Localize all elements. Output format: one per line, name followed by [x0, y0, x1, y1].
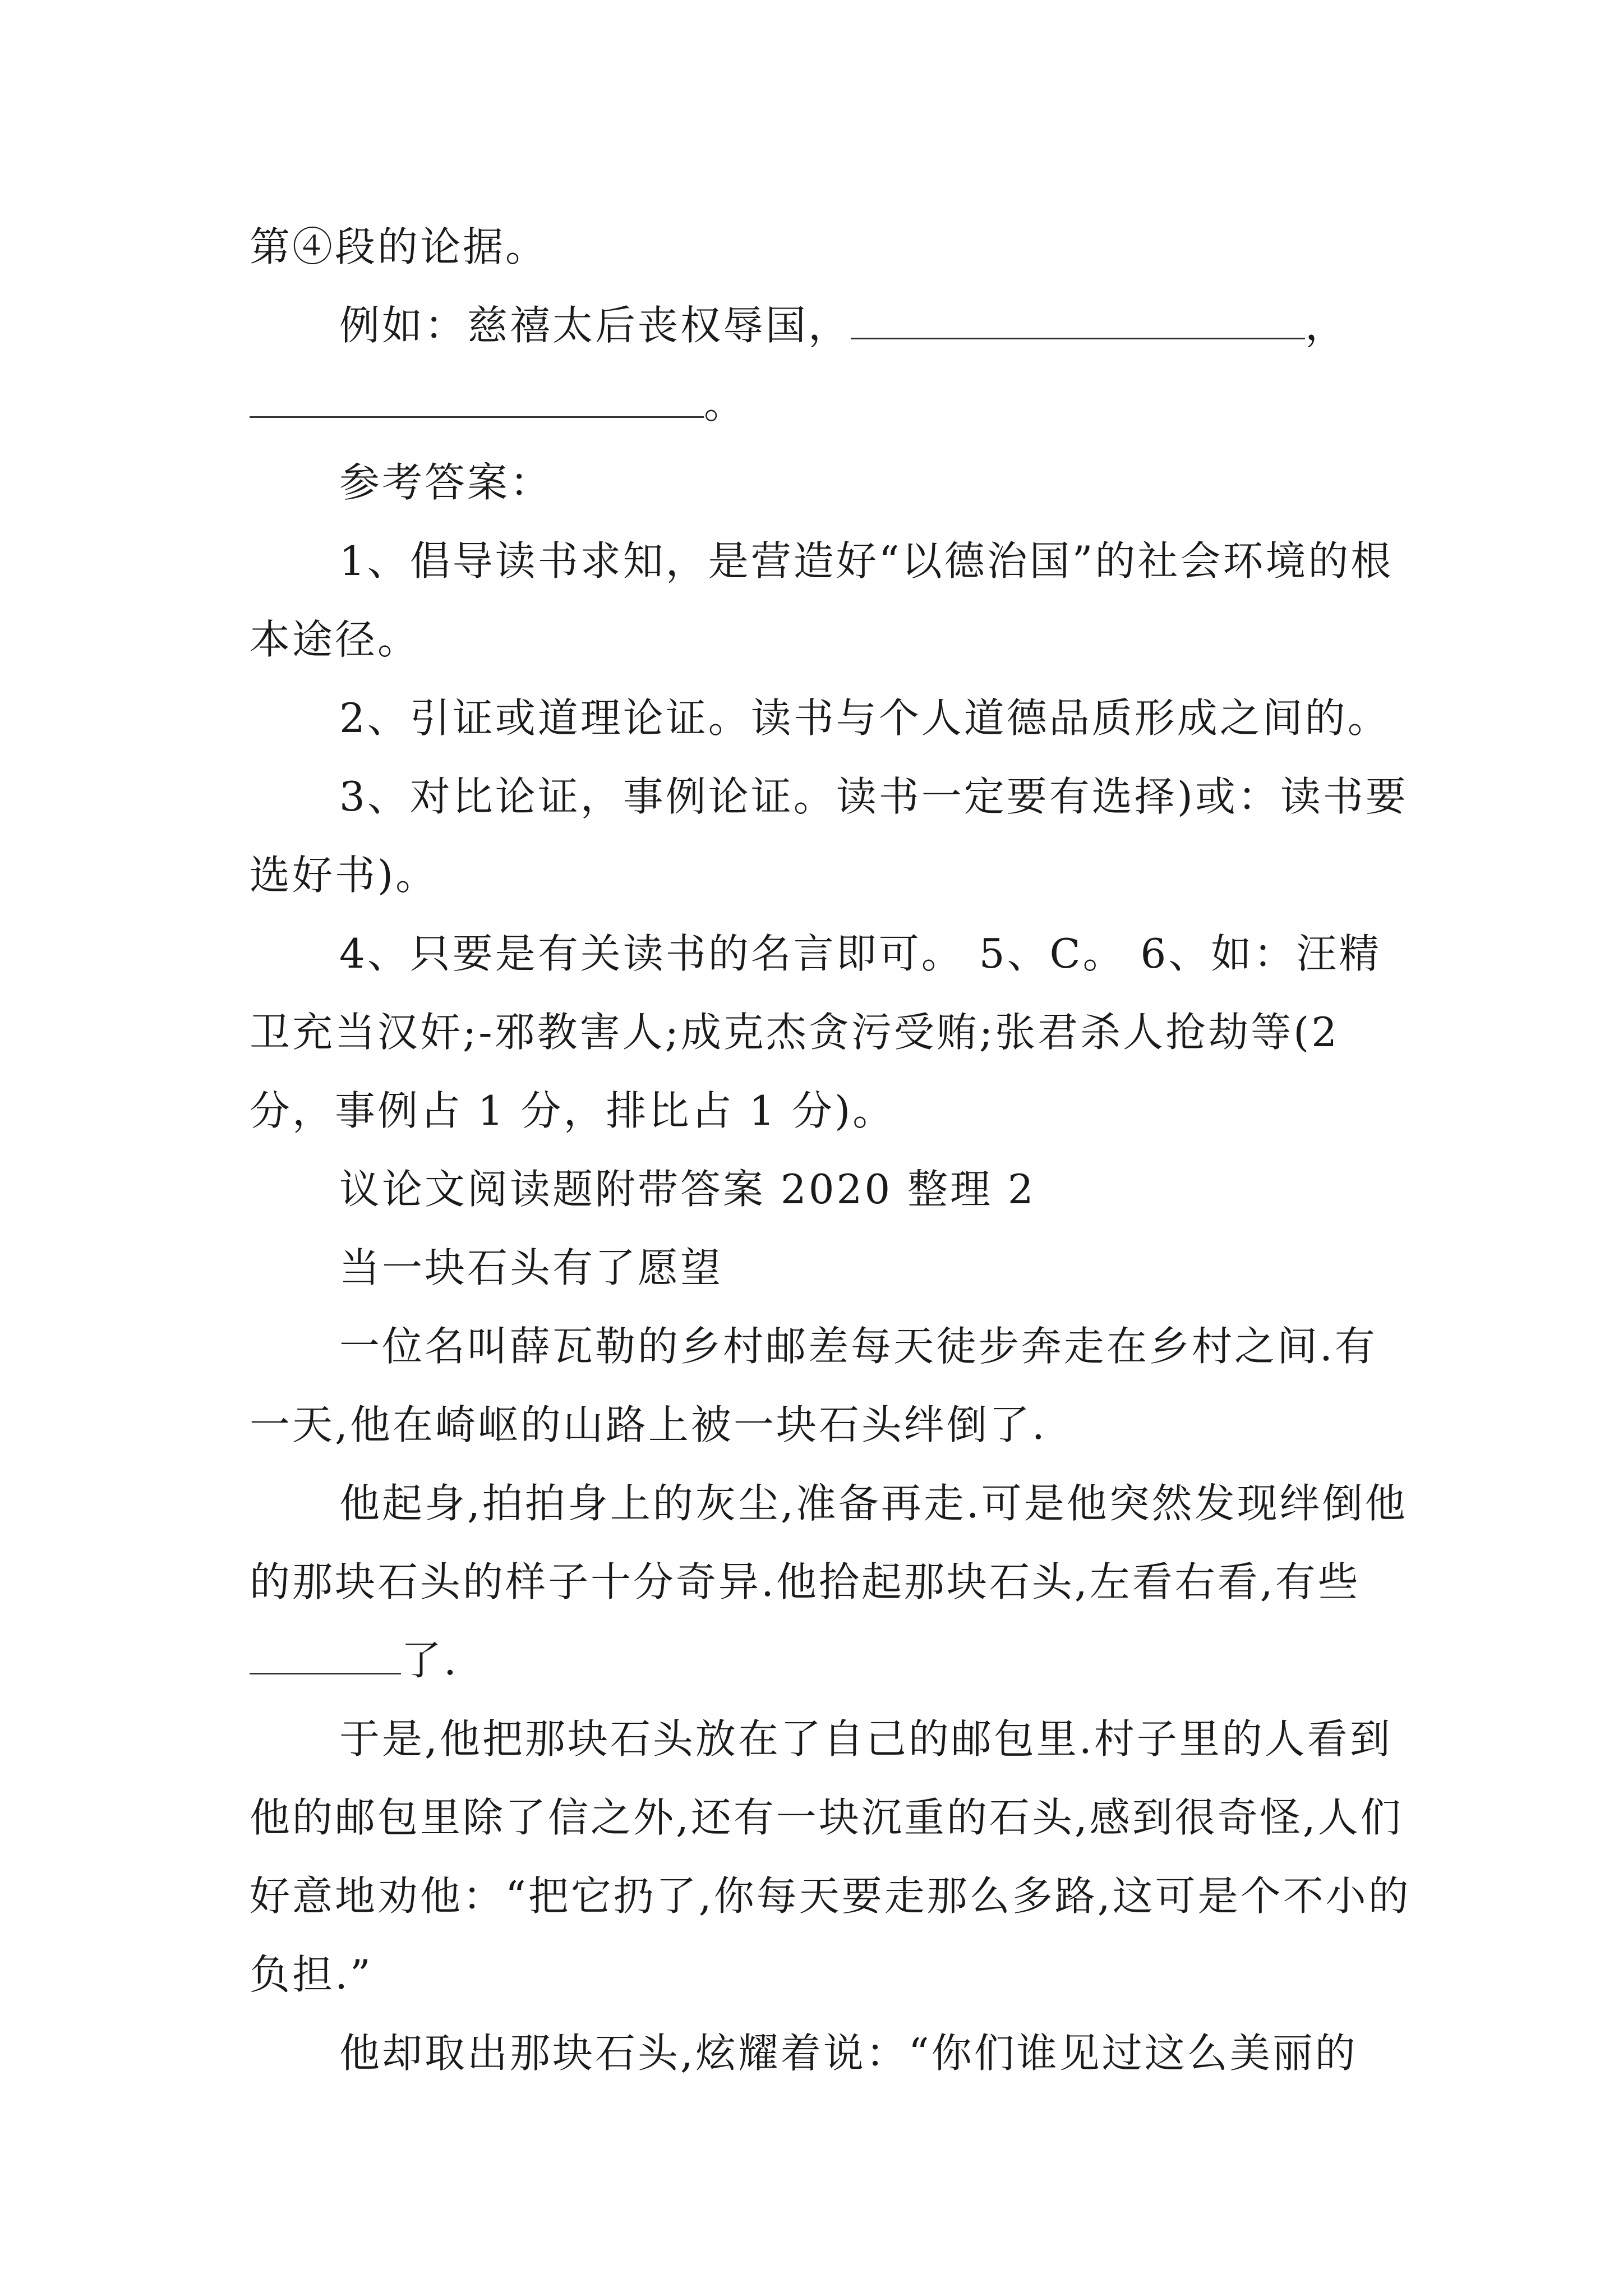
article-title: 当一块石头有了愿望: [339, 1244, 723, 1291]
article-paragraph-2: [250, 1464, 1416, 1700]
fill-blank-1: [851, 297, 1305, 339]
article-paragraph-4: 他却取出那块石头,炫耀着说：“你们谁见过这么美丽的: [339, 2030, 1358, 2077]
document-body: [250, 208, 1416, 2092]
answer-heading: 参考答案：: [339, 459, 553, 506]
article-paragraph-3: 于是,他把那块石头放在了自己的邮包里.村子里的人看到他的邮包里除了信之外,还有一块沉重的石头,感到很奇怪,人们好意地劝他：“把它扔了,你每天要走那么多路,这可是个不小的负担.”: [250, 1715, 1411, 1998]
answer-1: 1、倡导读书求知，是营造好“以德治国”的社会环境的根本途径。: [250, 537, 1394, 663]
article-paragraph-1: 一位名叫薛瓦勒的乡村邮差每天徒步奔走在乡村之间.有一天,他在崎岖的山路上被一块石头绊倒了.: [250, 1323, 1377, 1448]
paragraph-example: [250, 286, 1416, 443]
answer-3: 3、对比论证，事例论证。读书一定要有选择)或：读书要选好书)。: [250, 773, 1408, 899]
example-period: 。: [704, 380, 747, 427]
section-title: 议论文阅读题附带答案 2020 整理 2: [339, 1166, 1036, 1213]
example-comma: ，: [1305, 302, 1348, 349]
article-paragraph-2-text: 他起身,拍拍身上的灰尘,准备再走.可是他突然发现绊倒他的那块石头的样子十分奇异.他拾起那块石头,左看右看,有些: [250, 1480, 1408, 1605]
answer-4-5-6: 4、只要是有关读书的名言即可。 5、C。 6、如：汪精卫充当汉奸;-邪教害人;成克杰贪污受贿;张君杀人抢劫等(2分，事例占 1 分，排比占 1 分)。: [250, 930, 1382, 1134]
fill-blank-2: [250, 376, 704, 418]
answer-2: 2、引证或道理论证。读书与个人道德品质形成之间的。: [339, 694, 1390, 742]
fill-blank-3: [250, 1632, 401, 1674]
article-paragraph-2-end: 了.: [401, 1637, 459, 1684]
paragraph-1: 第④段的论据。: [250, 223, 548, 270]
example-text: 例如：慈禧太后丧权辱国，: [339, 302, 851, 349]
